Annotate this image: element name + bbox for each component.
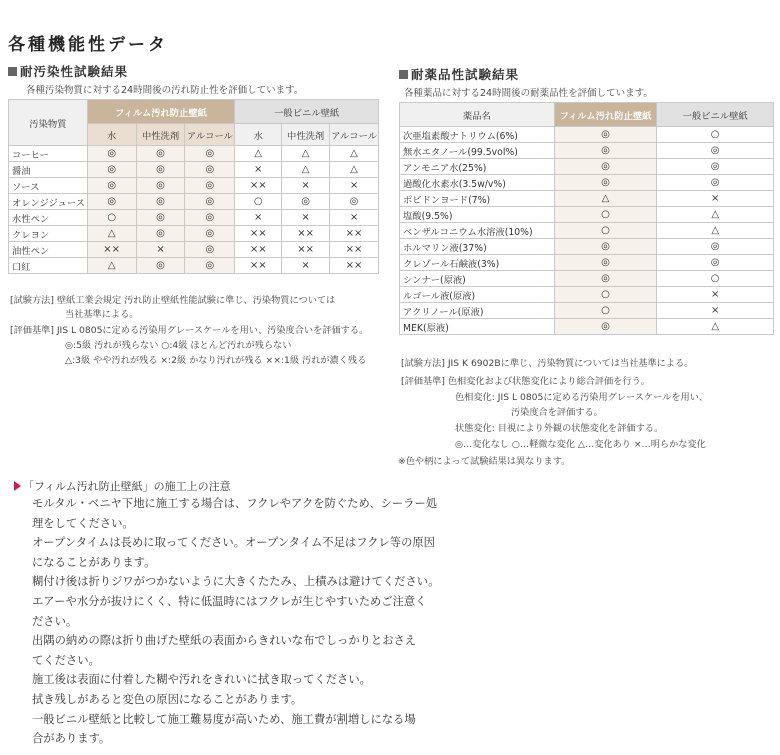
rating-cell: △ — [282, 162, 330, 178]
table-row — [400, 319, 774, 335]
table-row — [400, 207, 774, 223]
chemical-name: ベンザルコニウム水溶液(10%) — [400, 223, 555, 239]
pollutant-name: 口紅 — [9, 258, 88, 274]
rating-cell: ×× — [330, 258, 379, 274]
rating-cell: △ — [330, 162, 379, 178]
rating-cell: ○ — [554, 287, 657, 303]
rating-cell: ◎ — [554, 255, 657, 271]
chemical-color-label: 色相変化: — [455, 392, 495, 403]
rating-cell: ◎ — [185, 162, 235, 178]
table-row — [400, 159, 774, 175]
rating-cell: ◎ — [185, 178, 235, 194]
rating-cell: ◎ — [136, 258, 185, 274]
rating-cell: ◎ — [554, 143, 657, 159]
pollutant-name: オレンジジュース — [9, 194, 88, 210]
caution-line: になることがあります。 — [32, 555, 156, 569]
caution-heading — [14, 478, 231, 494]
rating-cell: × — [330, 210, 379, 226]
chemical-heading — [399, 65, 519, 83]
chemical-state-change — [455, 420, 663, 434]
caution-line: エアーや水分が抜けにくく、特に低温時にはフクレが生じやすいためご注意く — [32, 594, 427, 608]
stain-subcol: 水 — [87, 124, 136, 146]
stain-method — [10, 292, 335, 306]
rating-cell: ◎ — [554, 127, 657, 143]
table-row — [9, 146, 379, 162]
pollutant-name: 水性ペン — [9, 210, 88, 226]
table-row — [400, 127, 774, 143]
pollutant-name: クレヨン — [9, 226, 88, 242]
stain-subcol: 中性洗剤 — [282, 124, 330, 146]
stain-legend-2: △:3級 やや汚れが残る ×:2級 かなり汚れが残る ××:1級 汚れが濃く残る — [65, 355, 367, 366]
stain-table — [8, 99, 379, 274]
table-row — [9, 194, 379, 210]
rating-cell: × — [136, 242, 185, 258]
caution-line: 糊付け後は折りジワがつかないように大きくたたみ、上積みは避けてください。 — [32, 575, 440, 589]
stain-heading-text: 耐汚染性試験結果 — [20, 64, 129, 79]
rating-cell: △ — [87, 258, 136, 274]
rating-cell: ◎ — [136, 194, 185, 210]
rating-cell: × — [235, 210, 282, 226]
square-bullet-icon — [8, 67, 17, 76]
chemical-color-change — [455, 389, 708, 403]
caution-heading-text: 「フィルム汚れ防止壁紙」の施工上の注意 — [23, 480, 231, 493]
stain-subcol: アルコール — [185, 124, 235, 146]
rating-cell: ◎ — [554, 159, 657, 175]
rating-cell: × — [235, 162, 282, 178]
table-row — [400, 239, 774, 255]
rating-cell: ◎ — [185, 210, 235, 226]
chemical-name: アンモニア水(25%) — [400, 159, 555, 175]
rating-cell: △ — [330, 146, 379, 162]
rating-cell: ◎ — [87, 194, 136, 210]
chemical-method-text: JIS K 6902Bに準じ、汚染物質については当社基準による。 — [447, 358, 694, 369]
table-row — [400, 255, 774, 271]
rating-cell: △ — [87, 226, 136, 242]
rating-cell: ◎ — [136, 146, 185, 162]
chemical-name: ホルマリン液(37%) — [400, 239, 555, 255]
stain-heading — [8, 62, 128, 80]
chemical-color-change-cont: 汚染度合を評価する。 — [511, 407, 603, 418]
chemical-col-vinyl: 一般ビニル壁紙 — [657, 103, 774, 127]
stain-method-cont: 当社基準による。 — [65, 309, 139, 320]
table-row — [9, 258, 379, 274]
chemical-state-label: 状態変化: — [455, 423, 495, 434]
stain-lead: 各種汚染物質に対する24時間後の汚れ防止性を評価しています。 — [26, 85, 304, 96]
caution-line: 拭き残しがあると変色の原因になることがあります。 — [32, 692, 303, 706]
chemical-name: ルゴール液(原液) — [400, 287, 555, 303]
page-title: 各種機能性データ — [8, 35, 168, 55]
rating-cell: × — [330, 178, 379, 194]
rating-cell: ○ — [554, 207, 657, 223]
caution-line: 合があります。 — [32, 732, 111, 746]
table-row — [400, 191, 774, 207]
triangle-bullet-icon — [14, 481, 21, 491]
rating-cell: × — [657, 287, 774, 303]
chemical-eval — [401, 373, 650, 387]
rating-cell: ○ — [657, 271, 774, 287]
rating-cell: ◎ — [185, 194, 235, 210]
rating-cell: ◎ — [185, 226, 235, 242]
rating-cell: ×× — [282, 242, 330, 258]
stain-col-film: フィルム汚れ防止壁紙 — [87, 100, 235, 124]
rating-cell: ○ — [235, 194, 282, 210]
stain-subcol: 水 — [235, 124, 282, 146]
stain-method-label: [試験方法] — [10, 295, 54, 306]
stain-subcol: 中性洗剤 — [136, 124, 185, 146]
rating-cell: ◎ — [554, 175, 657, 191]
rating-cell: ×× — [235, 178, 282, 194]
chemical-color-text1: JIS L 0805に定める汚染用グレースケールを用い、 — [497, 392, 709, 403]
chemical-table — [399, 102, 774, 335]
rating-cell: ◎ — [136, 226, 185, 242]
rating-cell: ◎ — [554, 271, 657, 287]
chemical-name: シンナー(原液) — [400, 271, 555, 287]
table-row — [400, 303, 774, 319]
rating-cell: ×× — [235, 242, 282, 258]
pollutant-name: 油性ペン — [9, 242, 88, 258]
chemical-col-film: フィルム汚れ防止壁紙 — [554, 103, 657, 127]
rating-cell: × — [282, 178, 330, 194]
rating-cell: × — [657, 191, 774, 207]
stain-method-text1: 壁紙工業会規定 汚れ防止壁紙性能試験に準じ、汚染物質については — [56, 295, 336, 306]
rating-cell: ◎ — [136, 178, 185, 194]
rating-cell: ◎ — [657, 143, 774, 159]
table-row — [9, 178, 379, 194]
chemical-footnote: ※色や柄によって試験結果は異なります。 — [398, 456, 571, 467]
rating-cell: ◎ — [185, 146, 235, 162]
caution-line: てください。 — [32, 653, 100, 667]
square-bullet-icon — [399, 70, 408, 79]
caution-line: 理をしてください。 — [32, 516, 134, 530]
rating-cell: ◎ — [657, 175, 774, 191]
caution-line: モルタル・ベニヤ下地に施工する場合は、フクレやアクを防ぐため、シーラー処 — [32, 497, 438, 510]
chemical-name: 次亜塩素酸ナトリウム(6%) — [400, 127, 555, 143]
rating-cell: ◎ — [282, 194, 330, 210]
caution-body — [32, 494, 472, 749]
chemical-name: ポビドンヨード(7%) — [400, 191, 555, 207]
pollutant-name: コーヒー — [9, 146, 88, 162]
rating-cell: ◎ — [185, 242, 235, 258]
chemical-lead: 各種薬品に対する24時間後の耐薬品性を評価しています。 — [404, 88, 653, 99]
caution-line: 出隅の納めの際は折り曲げた壁紙の表面からきれいな布でしっかりとおさえ — [32, 634, 417, 648]
rating-cell: ◎ — [330, 194, 379, 210]
stain-col-pollutant: 汚染物質 — [9, 100, 88, 146]
rating-cell: △ — [657, 207, 774, 223]
rating-cell: ×× — [330, 242, 379, 258]
rating-cell: △ — [657, 223, 774, 239]
chemical-col-name: 薬品名 — [400, 103, 555, 127]
chemical-name: MEK(原液) — [400, 319, 555, 335]
table-row — [400, 143, 774, 159]
rating-cell: × — [282, 210, 330, 226]
rating-cell: ×× — [330, 226, 379, 242]
rating-cell: ○ — [554, 303, 657, 319]
rating-cell: ×× — [282, 226, 330, 242]
rating-cell: ◎ — [87, 178, 136, 194]
rating-cell: ◎ — [657, 255, 774, 271]
rating-cell: ◎ — [136, 162, 185, 178]
rating-cell: × — [657, 303, 774, 319]
rating-cell: ◎ — [554, 239, 657, 255]
chemical-state-text: 目視により外観の状態変化を評価する。 — [497, 423, 664, 434]
chemical-name: アクリノール(原液) — [400, 303, 555, 319]
caution-line: 一般ビニル壁紙と比較して施工難易度が高いため、施工費が割増しになる場 — [32, 712, 416, 726]
chemical-name: 無水エタノール(99.5vol%) — [400, 143, 555, 159]
chemical-heading-text: 耐薬品性試験結果 — [411, 67, 520, 82]
rating-cell: ◎ — [185, 258, 235, 274]
rating-cell: △ — [282, 146, 330, 162]
stain-legend-1: ◎:5級 汚れが残らない ○:4級 ほとんど汚れが残らない — [65, 340, 292, 351]
rating-cell: ○ — [87, 210, 136, 226]
table-row — [9, 162, 379, 178]
stain-subcol: アルコール — [330, 124, 379, 146]
table-row — [400, 287, 774, 303]
rating-cell: ◎ — [87, 162, 136, 178]
rating-cell: △ — [235, 146, 282, 162]
rating-cell: ×× — [235, 258, 282, 274]
pollutant-name: 醤油 — [9, 162, 88, 178]
pollutant-name: ソース — [9, 178, 88, 194]
table-row — [400, 175, 774, 191]
rating-cell: ◎ — [657, 239, 774, 255]
stain-eval — [10, 322, 368, 336]
rating-cell: ○ — [554, 223, 657, 239]
chemical-eval-label: [評価基準] — [401, 376, 445, 387]
rating-cell: ◎ — [87, 146, 136, 162]
chemical-method — [401, 355, 693, 369]
stain-col-vinyl: 一般ビニル壁紙 — [235, 100, 379, 124]
caution-line: ださい。 — [32, 614, 78, 628]
rating-cell: ◎ — [554, 319, 657, 335]
table-row — [400, 271, 774, 287]
rating-cell: △ — [657, 319, 774, 335]
chemical-name: クレゾール石鹸液(3%) — [400, 255, 555, 271]
chemical-legend: ◎…変化なし ○…軽微な変化 △…変化あり ×…明らかな変化 — [455, 439, 706, 450]
rating-cell: ◎ — [657, 159, 774, 175]
table-row — [9, 226, 379, 242]
table-row — [9, 210, 379, 226]
caution-line: オープンタイムは長めに取ってください。オープンタイム不足はフクレ等の原因 — [32, 536, 435, 550]
chemical-name: 過酸化水素水(3.5w/v%) — [400, 175, 555, 191]
stain-eval-label: [評価基準] — [10, 325, 54, 336]
caution-line: 施工後は表面に付着した糊や汚れをきれいに拭き取ってください。 — [32, 673, 371, 687]
rating-cell: × — [282, 258, 330, 274]
chemical-method-label: [試験方法] — [401, 358, 445, 369]
rating-cell: ×× — [87, 242, 136, 258]
rating-cell: △ — [554, 191, 657, 207]
rating-cell: ○ — [657, 127, 774, 143]
rating-cell: ×× — [235, 226, 282, 242]
table-row — [400, 223, 774, 239]
chemical-eval-text: 色相変化および状態変化により総合評価を行う。 — [447, 376, 650, 387]
rating-cell: ◎ — [136, 210, 185, 226]
chemical-name: 塩酸(9.5%) — [400, 207, 555, 223]
table-row — [9, 242, 379, 258]
stain-eval-text: JIS L 0805に定める汚染用グレースケールを用い、汚染度合いを評価する。 — [56, 325, 369, 336]
